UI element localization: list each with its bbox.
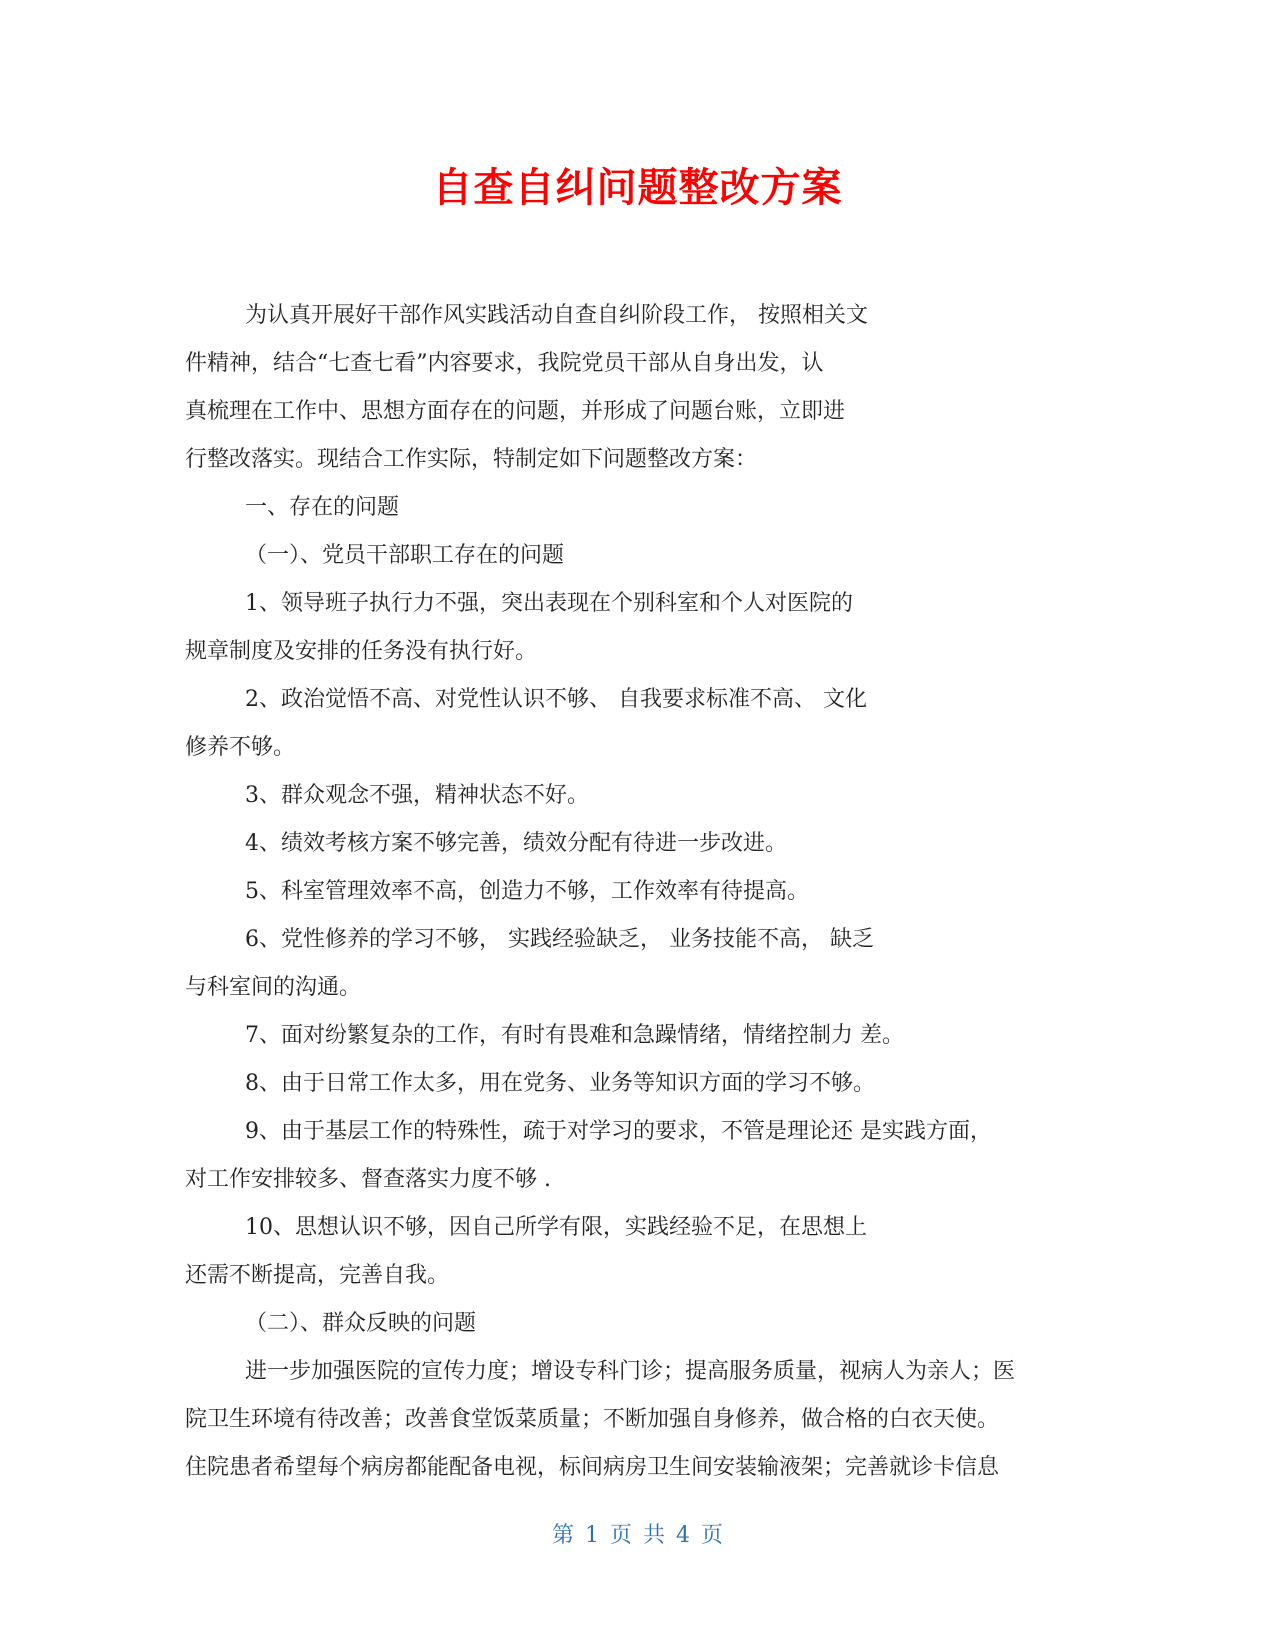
text-line: 5、科室管理效率不高，创造力不够，工作效率有待提高。 (245, 879, 809, 904)
text-line: 修养不够。 (185, 735, 296, 760)
text-line: 7、面对纷繁复杂的工作，有时有畏难和急躁情绪，情绪控制力 差。 (245, 1023, 904, 1048)
text-line: 进一步加强医院的宣传力度；增设专科门诊；提高服务质量，视病人为亲人；医 (245, 1359, 1016, 1384)
text-line: 9、由于基层工作的特殊性，疏于对学习的要求，不管是理论还 是实践方面， (245, 1119, 992, 1144)
text-line: 真梳理在工作中、思想方面存在的问题，并形成了问题台账，立即进 (185, 399, 846, 424)
text-line: 对工作安排较多、督查落实力度不够 . (185, 1167, 551, 1192)
text-line: 2、政治觉悟不高、对党性认识不够、 自我要求标准不高、 文化 (245, 687, 867, 712)
text-line: 10、思想认识不够，因自己所学有限，实践经验不足，在思想上 (245, 1215, 867, 1240)
text-line: 件精神，结合“七查七看”内容要求，我院党员干部从自身出发，认 (185, 351, 824, 376)
document-title: 自查自纠问题整改方案 (432, 165, 843, 211)
text-line: 院卫生环境有待改善；改善食堂饭菜质量；不断加强自身修养，做合格的白衣天使。 (185, 1407, 1000, 1432)
text-line: 1、领导班子执行力不强，突出表现在个别科室和个人对医院的 (245, 591, 853, 616)
text-line: （一）、党员干部职工存在的问题 (245, 543, 565, 568)
text-line: 与科室间的沟通。 (185, 975, 362, 1000)
text-line: 6、党性修养的学习不够， 实践经验缺乏， 业务技能不高， 缺乏 (245, 927, 874, 952)
text-line: 住院患者希望每个病房都能配备电视，标间病房卫生间安装输液架；完善就诊卡信息 (185, 1455, 1000, 1480)
text-line: 4、绩效考核方案不够完善，绩效分配有待进一步改进。 (245, 831, 787, 856)
text-line: 行整改落实。现结合工作实际，特制定如下问题整改方案： (185, 447, 758, 472)
document-body (185, 292, 1085, 1492)
text-line: （二）、群众反映的问题 (245, 1311, 477, 1336)
text-line: 为认真开展好干部作风实践活动自查自纠阶段工作， 按照相关文 (245, 303, 868, 328)
text-line: 8、由于日常工作太多，用在党务、业务等知识方面的学习不够。 (245, 1071, 875, 1096)
text-line: 还需不断提高，完善自我。 (185, 1263, 450, 1288)
page-number: 第 1 页 共 4 页 (552, 1523, 723, 1548)
text-line: 一、存在的问题 (245, 495, 400, 520)
text-line: 3、群众观念不强，精神状态不好。 (245, 783, 589, 808)
text-line: 规章制度及安排的任务没有执行好。 (185, 639, 538, 664)
